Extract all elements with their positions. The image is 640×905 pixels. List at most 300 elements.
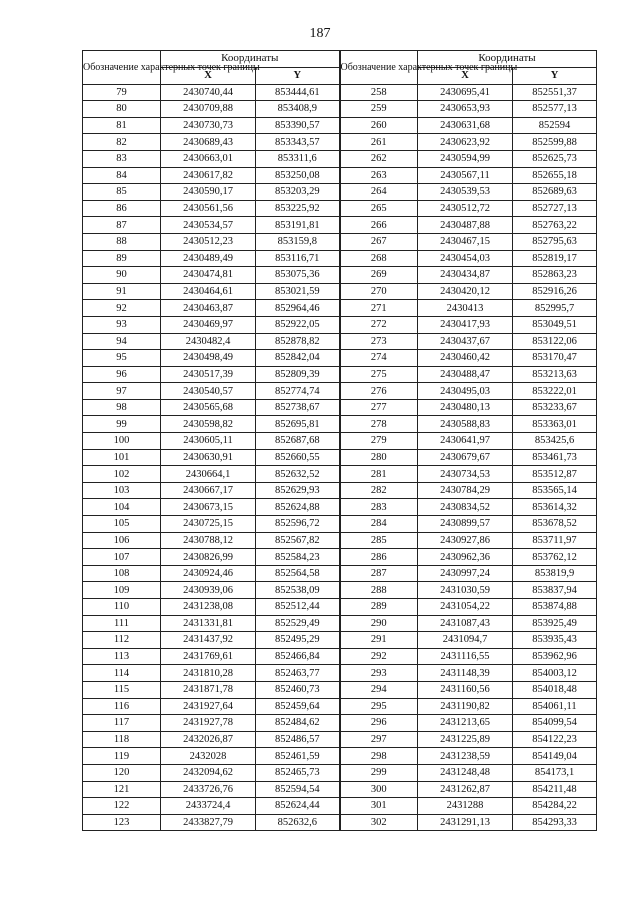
table-row: [83, 565, 597, 582]
cell-y-left: 853191,81: [256, 217, 340, 234]
table-row: [83, 366, 597, 383]
cell-point-right: 284: [340, 516, 418, 533]
cell-point-left: 101: [83, 449, 161, 466]
cell-x-right: 2431160,56: [418, 681, 513, 698]
cell-point-left: 95: [83, 350, 161, 367]
cell-x-right: 2430480,13: [418, 399, 513, 416]
cell-y-right: 854003,12: [513, 665, 597, 682]
cell-y-right: 853049,51: [513, 316, 597, 333]
cell-y-left: 852687,68: [256, 433, 340, 450]
cell-x-right: 2430588,83: [418, 416, 513, 433]
table-row: [83, 267, 597, 284]
table-row: [83, 184, 597, 201]
table-row: [83, 516, 597, 533]
cell-point-right: 269: [340, 267, 418, 284]
cell-y-left: 852465,73: [256, 764, 340, 781]
table-row: [83, 582, 597, 599]
cell-x-right: 2430695,41: [418, 84, 513, 101]
cell-y-right: 854061,11: [513, 698, 597, 715]
cell-point-left: 113: [83, 648, 161, 665]
cell-x-left: 2430664,1: [161, 466, 256, 483]
cell-point-right: 287: [340, 565, 418, 582]
cell-x-left: 2432094,62: [161, 764, 256, 781]
cell-y-right: 852727,13: [513, 200, 597, 217]
table-row: [83, 665, 597, 682]
cell-x-right: 2430631,68: [418, 117, 513, 134]
cell-point-left: 121: [83, 781, 161, 798]
cell-y-left: 852512,44: [256, 599, 340, 616]
table-row: [83, 449, 597, 466]
cell-point-left: 119: [83, 748, 161, 765]
cell-point-left: 91: [83, 283, 161, 300]
cell-x-right: 2431094,7: [418, 632, 513, 649]
cell-x-right: 2430962,36: [418, 549, 513, 566]
cell-x-left: 2430463,87: [161, 300, 256, 317]
cell-point-right: 266: [340, 217, 418, 234]
cell-y-left: 852632,52: [256, 466, 340, 483]
cell-point-left: 88: [83, 233, 161, 250]
cell-x-left: 2431331,81: [161, 615, 256, 632]
cell-y-left: 852529,49: [256, 615, 340, 632]
cell-x-right: 2430927,86: [418, 532, 513, 549]
cell-x-right: 2431225,89: [418, 731, 513, 748]
cell-y-left: 852495,29: [256, 632, 340, 649]
cell-point-left: 100: [83, 433, 161, 450]
cell-point-right: 271: [340, 300, 418, 317]
cell-x-left: 2430482,4: [161, 333, 256, 350]
cell-y-left: 853021,59: [256, 283, 340, 300]
cell-y-right: 853962,96: [513, 648, 597, 665]
table-row: [83, 466, 597, 483]
cell-y-left: 852461,59: [256, 748, 340, 765]
cell-x-right: 2431262,87: [418, 781, 513, 798]
cell-y-left: 852484,62: [256, 715, 340, 732]
cell-point-right: 296: [340, 715, 418, 732]
cell-point-left: 87: [83, 217, 161, 234]
cell-point-left: 80: [83, 101, 161, 118]
cell-y-left: 852463,77: [256, 665, 340, 682]
cell-y-left: 852695,81: [256, 416, 340, 433]
cell-x-right: 2431213,65: [418, 715, 513, 732]
table-row: [83, 764, 597, 781]
cell-y-right: 853837,94: [513, 582, 597, 599]
cell-point-left: 83: [83, 150, 161, 167]
cell-x-right: 2431030,59: [418, 582, 513, 599]
cell-y-right: 852599,88: [513, 134, 597, 151]
table-body: [83, 84, 597, 831]
cell-y-left: 852584,23: [256, 549, 340, 566]
cell-y-left: 852460,73: [256, 681, 340, 698]
cell-x-left: 2430730,73: [161, 117, 256, 134]
table-row: [83, 316, 597, 333]
cell-y-right: 854211,48: [513, 781, 597, 798]
cell-point-left: 97: [83, 383, 161, 400]
cell-point-right: 277: [340, 399, 418, 416]
cell-x-right: 2431238,59: [418, 748, 513, 765]
cell-point-left: 81: [83, 117, 161, 134]
table-row: [83, 200, 597, 217]
cell-x-left: 2430540,57: [161, 383, 256, 400]
cell-point-right: 290: [340, 615, 418, 632]
cell-y-right: 854099,54: [513, 715, 597, 732]
cell-point-left: 84: [83, 167, 161, 184]
cell-point-left: 92: [83, 300, 161, 317]
table-row: [83, 117, 597, 134]
table-row: [83, 781, 597, 798]
cell-x-left: 2430517,39: [161, 366, 256, 383]
cell-x-right: 2430467,15: [418, 233, 513, 250]
cell-x-right: 2430539,53: [418, 184, 513, 201]
cell-point-right: 291: [340, 632, 418, 649]
table-row: [83, 399, 597, 416]
cell-y-right: 854284,22: [513, 798, 597, 815]
cell-y-left: 853225,92: [256, 200, 340, 217]
cell-point-right: 297: [340, 731, 418, 748]
cell-point-left: 96: [83, 366, 161, 383]
y-header-right: Y: [513, 67, 597, 84]
cell-point-left: 117: [83, 715, 161, 732]
cell-point-left: 86: [83, 200, 161, 217]
cell-point-left: 123: [83, 814, 161, 831]
cell-x-left: 2430469,97: [161, 316, 256, 333]
cell-point-left: 106: [83, 532, 161, 549]
cell-x-left: 2430598,82: [161, 416, 256, 433]
cell-x-left: 2430565,68: [161, 399, 256, 416]
cell-point-left: 79: [83, 84, 161, 101]
cell-point-right: 280: [340, 449, 418, 466]
cell-y-right: 853461,73: [513, 449, 597, 466]
cell-x-right: 2430420,12: [418, 283, 513, 300]
cell-point-right: 260: [340, 117, 418, 134]
cell-y-left: 852660,55: [256, 449, 340, 466]
cell-x-left: 2433724,4: [161, 798, 256, 815]
table-row: [83, 499, 597, 516]
cell-x-left: 2430663,01: [161, 150, 256, 167]
cell-x-right: 2430567,11: [418, 167, 513, 184]
cell-point-right: 276: [340, 383, 418, 400]
cell-y-right: 854173,1: [513, 764, 597, 781]
cell-x-left: 2430464,61: [161, 283, 256, 300]
table-row: [83, 698, 597, 715]
cell-y-right: 854018,48: [513, 681, 597, 698]
cell-point-left: 118: [83, 731, 161, 748]
cell-y-right: 854149,04: [513, 748, 597, 765]
cell-point-left: 82: [83, 134, 161, 151]
cell-point-right: 302: [340, 814, 418, 831]
cell-point-left: 89: [83, 250, 161, 267]
cell-y-right: 854293,33: [513, 814, 597, 831]
cell-x-right: 2430460,42: [418, 350, 513, 367]
cell-x-right: 2431248,48: [418, 764, 513, 781]
cell-y-right: 852763,22: [513, 217, 597, 234]
cell-y-left: 852878,82: [256, 333, 340, 350]
cell-y-left: 852459,64: [256, 698, 340, 715]
cell-y-right: 853678,52: [513, 516, 597, 533]
cell-point-right: 262: [340, 150, 418, 167]
cell-y-right: 853874,88: [513, 599, 597, 616]
cell-y-left: 852564,58: [256, 565, 340, 582]
table-row: [83, 731, 597, 748]
cell-y-left: 852594,54: [256, 781, 340, 798]
table-row: [83, 814, 597, 831]
cell-point-right: 273: [340, 333, 418, 350]
table-row: [83, 167, 597, 184]
cell-point-right: 278: [340, 416, 418, 433]
point-column-header-left: Обозначение характерных точек границы: [83, 51, 161, 85]
cell-x-right: 2430487,88: [418, 217, 513, 234]
cell-point-right: 299: [340, 764, 418, 781]
cell-point-right: 286: [340, 549, 418, 566]
cell-x-right: 2430413: [418, 300, 513, 317]
cell-x-left: 2430788,12: [161, 532, 256, 549]
cell-y-right: 853425,6: [513, 433, 597, 450]
cell-point-right: 264: [340, 184, 418, 201]
cell-x-right: 2431054,22: [418, 599, 513, 616]
cell-y-right: 852625,73: [513, 150, 597, 167]
table-row: [83, 383, 597, 400]
cell-y-left: 852922,05: [256, 316, 340, 333]
cell-y-left: 852624,44: [256, 798, 340, 815]
cell-y-right: 853614,32: [513, 499, 597, 516]
cell-x-left: 2430725,15: [161, 516, 256, 533]
cell-y-left: 852596,72: [256, 516, 340, 533]
cell-x-right: 2430623,92: [418, 134, 513, 151]
cell-y-right: 853762,12: [513, 549, 597, 566]
table-header-row: [83, 51, 597, 68]
table-row: [83, 84, 597, 101]
cell-point-left: 116: [83, 698, 161, 715]
cell-point-right: 292: [340, 648, 418, 665]
cell-point-left: 102: [83, 466, 161, 483]
cell-y-left: 852738,67: [256, 399, 340, 416]
cell-x-right: 2430495,03: [418, 383, 513, 400]
table-row: [83, 150, 597, 167]
cell-point-right: 275: [340, 366, 418, 383]
cell-y-right: 852995,7: [513, 300, 597, 317]
cell-x-left: 2430673,15: [161, 499, 256, 516]
cell-y-right: 853222,01: [513, 383, 597, 400]
cell-y-right: 853170,47: [513, 350, 597, 367]
cell-y-right: 853819,9: [513, 565, 597, 582]
cell-x-left: 2431437,92: [161, 632, 256, 649]
cell-x-right: 2430734,53: [418, 466, 513, 483]
cell-y-left: 852629,93: [256, 482, 340, 499]
cell-y-left: 852842,04: [256, 350, 340, 367]
cell-x-right: 2431116,55: [418, 648, 513, 665]
cell-x-left: 2430489,49: [161, 250, 256, 267]
table-row: [83, 632, 597, 649]
cell-x-right: 2430784,29: [418, 482, 513, 499]
x-header-right: X: [418, 67, 513, 84]
coordinates-header-left: Координаты: [161, 51, 340, 68]
cell-y-right: 853925,49: [513, 615, 597, 632]
cell-y-left: 852964,46: [256, 300, 340, 317]
cell-y-right: 853363,01: [513, 416, 597, 433]
cell-point-right: 281: [340, 466, 418, 483]
table-row: [83, 333, 597, 350]
cell-x-left: 2432026,87: [161, 731, 256, 748]
cell-point-right: 298: [340, 748, 418, 765]
cell-y-right: 852916,26: [513, 283, 597, 300]
cell-point-left: 109: [83, 582, 161, 599]
cell-y-left: 852774,74: [256, 383, 340, 400]
cell-x-left: 2430826,99: [161, 549, 256, 566]
cell-x-left: 2430498,49: [161, 350, 256, 367]
cell-point-right: 282: [340, 482, 418, 499]
table-row: [83, 233, 597, 250]
cell-x-right: 2430417,93: [418, 316, 513, 333]
cell-x-right: 2430641,97: [418, 433, 513, 450]
cell-x-left: 2430667,17: [161, 482, 256, 499]
cell-point-right: 258: [340, 84, 418, 101]
table-row: [83, 748, 597, 765]
cell-y-right: 854122,23: [513, 731, 597, 748]
cell-x-right: 2430899,57: [418, 516, 513, 533]
cell-point-left: 112: [83, 632, 161, 649]
cell-y-right: 852795,63: [513, 233, 597, 250]
table-row: [83, 615, 597, 632]
cell-y-left: 852809,39: [256, 366, 340, 383]
cell-point-left: 120: [83, 764, 161, 781]
cell-y-left: 853159,8: [256, 233, 340, 250]
cell-x-left: 2430605,11: [161, 433, 256, 450]
cell-point-right: 295: [340, 698, 418, 715]
cell-x-left: 2431871,78: [161, 681, 256, 698]
cell-x-left: 2430709,88: [161, 101, 256, 118]
cell-y-left: 853444,61: [256, 84, 340, 101]
cell-y-right: 853711,97: [513, 532, 597, 549]
cell-point-right: 270: [340, 283, 418, 300]
cell-x-right: 2431148,39: [418, 665, 513, 682]
cell-y-left: 852486,57: [256, 731, 340, 748]
cell-point-left: 93: [83, 316, 161, 333]
cell-y-right: 852577,13: [513, 101, 597, 118]
cell-point-right: 268: [340, 250, 418, 267]
cell-point-left: 99: [83, 416, 161, 433]
cell-x-left: 2433827,79: [161, 814, 256, 831]
cell-x-right: 2431291,13: [418, 814, 513, 831]
cell-point-left: 105: [83, 516, 161, 533]
cell-y-left: 853203,29: [256, 184, 340, 201]
cell-x-right: 2430997,24: [418, 565, 513, 582]
cell-x-left: 2430590,17: [161, 184, 256, 201]
cell-x-left: 2431927,78: [161, 715, 256, 732]
cell-point-right: 265: [340, 200, 418, 217]
cell-point-left: 115: [83, 681, 161, 698]
table-row: [83, 549, 597, 566]
cell-y-right: 853233,67: [513, 399, 597, 416]
table-row: [83, 134, 597, 151]
cell-y-right: 852819,17: [513, 250, 597, 267]
point-column-header-right: Обозначение характерных точек границы: [340, 51, 418, 85]
table-row: [83, 101, 597, 118]
table-row: [83, 798, 597, 815]
coordinates-header-right: Координаты: [418, 51, 597, 68]
cell-y-right: 852689,63: [513, 184, 597, 201]
cell-point-right: 300: [340, 781, 418, 798]
cell-point-right: 289: [340, 599, 418, 616]
cell-y-right: 853122,06: [513, 333, 597, 350]
coordinates-table: [82, 50, 597, 831]
cell-x-left: 2432028: [161, 748, 256, 765]
cell-x-right: 2431087,43: [418, 615, 513, 632]
cell-y-left: 852624,88: [256, 499, 340, 516]
table-row: [83, 433, 597, 450]
cell-x-left: 2430512,23: [161, 233, 256, 250]
cell-point-left: 90: [83, 267, 161, 284]
cell-y-right: 852863,23: [513, 267, 597, 284]
cell-x-right: 2430434,87: [418, 267, 513, 284]
cell-point-right: 274: [340, 350, 418, 367]
cell-x-left: 2430474,81: [161, 267, 256, 284]
table-row: [83, 715, 597, 732]
cell-x-left: 2430630,91: [161, 449, 256, 466]
cell-point-right: 279: [340, 433, 418, 450]
cell-x-left: 2433726,76: [161, 781, 256, 798]
cell-point-right: 283: [340, 499, 418, 516]
cell-x-right: 2431288: [418, 798, 513, 815]
cell-point-left: 107: [83, 549, 161, 566]
cell-y-left: 853250,08: [256, 167, 340, 184]
cell-point-right: 261: [340, 134, 418, 151]
table-row: [83, 350, 597, 367]
cell-x-right: 2430512,72: [418, 200, 513, 217]
cell-x-left: 2430561,56: [161, 200, 256, 217]
cell-point-left: 98: [83, 399, 161, 416]
cell-point-left: 111: [83, 615, 161, 632]
cell-x-left: 2430534,57: [161, 217, 256, 234]
table-row: [83, 648, 597, 665]
cell-x-right: 2430594,99: [418, 150, 513, 167]
cell-point-left: 85: [83, 184, 161, 201]
cell-x-left: 2430740,44: [161, 84, 256, 101]
cell-x-right: 2430653,93: [418, 101, 513, 118]
table-row: [83, 416, 597, 433]
cell-x-right: 2431190,82: [418, 698, 513, 715]
cell-point-left: 114: [83, 665, 161, 682]
cell-point-right: 301: [340, 798, 418, 815]
y-header-left: Y: [256, 67, 340, 84]
table-row: [83, 599, 597, 616]
cell-x-left: 2430689,43: [161, 134, 256, 151]
cell-y-right: 852551,37: [513, 84, 597, 101]
table-row: [83, 532, 597, 549]
table-row: [83, 250, 597, 267]
cell-x-left: 2431810,28: [161, 665, 256, 682]
cell-x-left: 2431769,61: [161, 648, 256, 665]
cell-x-left: 2430617,82: [161, 167, 256, 184]
cell-x-left: 2430924,46: [161, 565, 256, 582]
cell-y-left: 852466,84: [256, 648, 340, 665]
cell-y-right: 853213,63: [513, 366, 597, 383]
cell-point-right: 267: [340, 233, 418, 250]
cell-x-right: 2430454,03: [418, 250, 513, 267]
cell-x-left: 2431238,08: [161, 599, 256, 616]
cell-y-right: 853512,87: [513, 466, 597, 483]
cell-x-right: 2430834,52: [418, 499, 513, 516]
cell-point-right: 272: [340, 316, 418, 333]
cell-y-left: 853343,57: [256, 134, 340, 151]
cell-point-left: 110: [83, 599, 161, 616]
cell-point-right: 288: [340, 582, 418, 599]
cell-y-right: 853935,43: [513, 632, 597, 649]
cell-point-right: 294: [340, 681, 418, 698]
cell-point-right: 263: [340, 167, 418, 184]
cell-y-left: 853390,57: [256, 117, 340, 134]
table-row: [83, 681, 597, 698]
cell-point-right: 259: [340, 101, 418, 118]
cell-y-right: 852594: [513, 117, 597, 134]
